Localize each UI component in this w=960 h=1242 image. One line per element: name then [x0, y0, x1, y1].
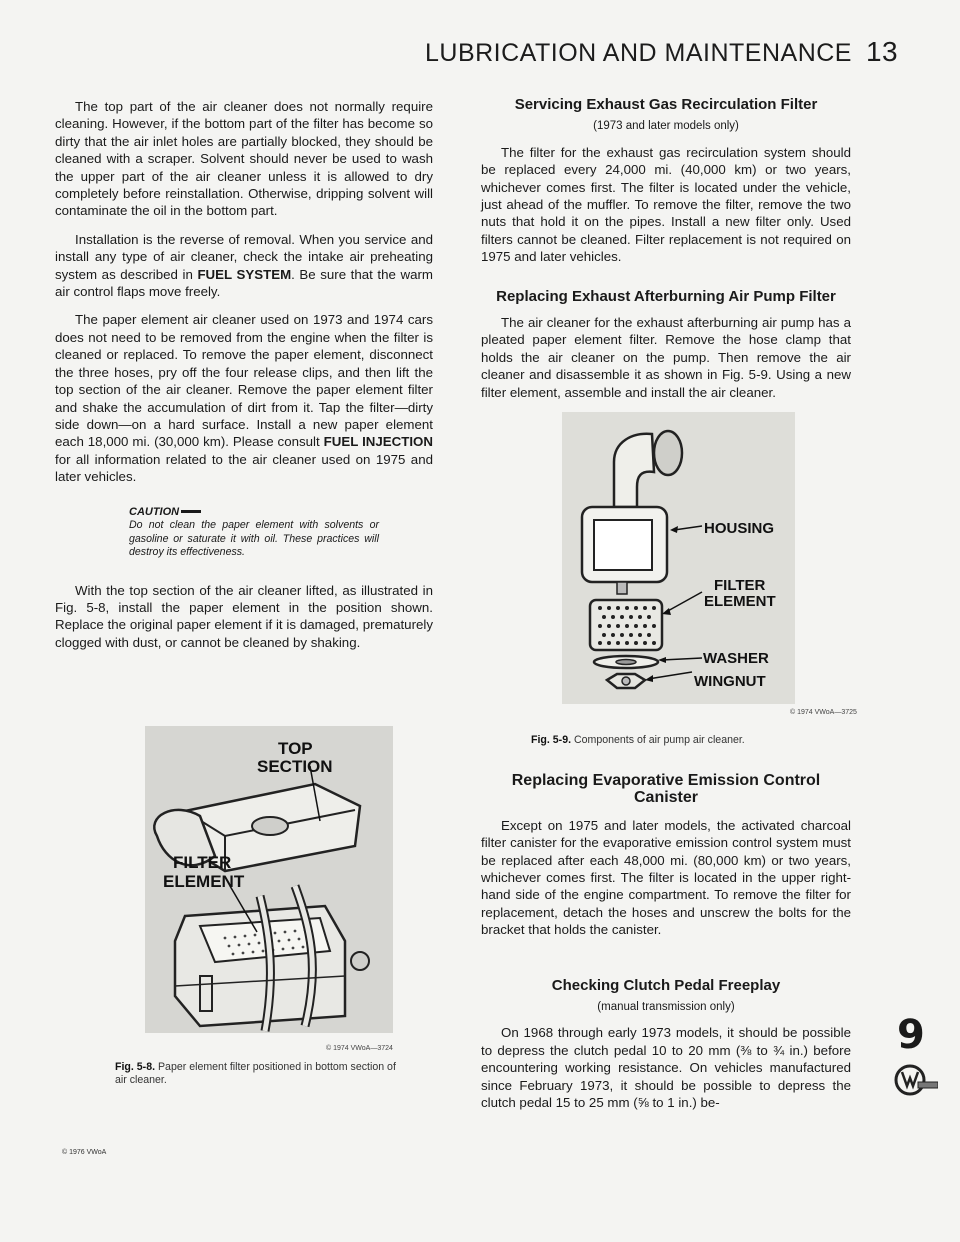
section-subheading: (manual transmission only): [597, 1001, 735, 1014]
fig9-caption: Fig. 5-9. Components of air pump air cleaner.: [531, 734, 745, 746]
paragraph: The filter for the exhaust gas recirculation system should be replaced every 24,000 mi. (40,000 km) or two years, whichever comes first. The filter is located under the vehicle, just ahead of the muffler. To remove the filter, remove the two nuts that hold it on the pipes. Install a new filter only. Used filters cannot be cleaned. Filter replacement is not required on 1975 and later vehicles.: [481, 144, 851, 265]
air-cleaner-drawing: [145, 726, 393, 1033]
paragraph: Installation is the reverse of removal. When you service and install any type of air cleaner, check the intake air preheating system as described in FUEL SYSTEM. Be sure that the warm air control flaps move freely.: [55, 231, 433, 300]
section-heading: Replacing Evaporative Emission Control Canister: [511, 772, 821, 807]
running-header: [425, 36, 899, 76]
right-column: [481, 96, 851, 412]
fig9-label-element: ELEMENT: [704, 593, 776, 610]
fig8-credit: © 1974 VWoA—3724: [326, 1045, 393, 1052]
vw-logo-icon: [894, 1062, 938, 1103]
header-title: LUBRICATION AND MAINTENANCE: [425, 39, 852, 67]
fig9-label-washer: WASHER: [703, 650, 769, 667]
fig9-credit: © 1974 VWoA—3725: [790, 709, 857, 716]
paragraph: With the top section of the air cleaner lifted, as illustrated in Fig. 5-8, install the paper element in the position shown. Replace the original paper element if it is damaged, prematurely clogged with dust, or cannot be cleaned by shaking.: [55, 582, 433, 650]
air-pump-cleaner-drawing: [562, 412, 795, 704]
fig9-label-wingnut: WINGNUT: [694, 673, 766, 690]
left-column: [55, 98, 433, 662]
paragraph: Except on 1975 and later models, the activated charcoal filter canister for the evaporative emission control system must be replaced after each 48,000 mi. (80,000 km) or two years, whichever comes first. The filter is located in the upper right-hand side of the engine compartment. To remove the filter for replacement, detach the hoses and unscrew the bolts for the bracket that holds the canister.: [481, 817, 851, 938]
fig8-label-top: TOP: [278, 739, 313, 758]
paragraph: The top part of the air cleaner does not normally require cleaning. However, if the bottom part of the filter has become so dirty that the air inlet holes are partially blocked, they should be cleaned with a scraper. Solvent should never be used to wash the upper part of the air cleaner unless it is allowed to dry completely before reinstallation. Otherwise, dripping solvent will contaminate the oil in the bottom part.: [55, 99, 433, 219]
figure-5-8-illustration: [145, 726, 393, 1033]
figure-5-9-illustration: [562, 412, 795, 704]
page-number: 13: [865, 36, 899, 67]
fig8-label-element: ELEMENT: [163, 872, 245, 891]
caution-note: [129, 506, 379, 560]
cross-reference: FUEL SYSTEM: [197, 266, 292, 282]
fig8-label-section: SECTION: [257, 757, 333, 776]
copyright-notice: © 1976 VWoA: [62, 1149, 107, 1156]
fig8-caption: Fig. 5-8. Paper element filter positioned in bottom section of air cleaner.: [115, 1061, 396, 1086]
section-heading: Replacing Exhaust Afterburning Air Pump Filter: [496, 287, 836, 305]
caution-title: CAUTION: [129, 506, 379, 520]
paragraph: The air cleaner for the exhaust afterburning air pump has a pleated paper element filter. Remove the hose clamp that holds the air cleaner on the pump. Then remove the air cleaner and disassemble it as shown in Fig. 5-9. Using a new filter element, assemble and install the air cleaner.: [481, 315, 851, 400]
fig9-label-filter: FILTER: [714, 577, 766, 594]
section-tab-number: 9: [897, 1012, 925, 1058]
paragraph: On 1968 through early 1973 models, it should be possible to depress the clutch pedal 10 to 20 mm (⅜ to ¾ in.) before encountering working resistance. On vehicles manufactured since February 1973, it should be possible to depress the clutch pedal 15 to 25 mm (⅝ to 1 in.) be-: [481, 1025, 851, 1111]
section-heading: Checking Clutch Pedal Freeplay: [551, 976, 781, 994]
paragraph: The paper element air cleaner used on 1973 and 1974 cars does not need to be removed from the engine when the filter is cleaned or replaced. To remove the paper element, disconnect the three hoses, pry off the four release clips, and then lift the top section of the air cleaner. Remove the paper element filter and shake the accumulation of dirt from it. Tap the filter—dirty side down—on a hard surface. Install a new paper element each 18,000 mi. (30,000 km). Please consult FUEL INJECTION for all information related to the air cleaner used on 1975 and later vehicles.: [55, 312, 433, 485]
cross-reference: FUEL INJECTION: [323, 434, 433, 450]
fig8-label-filter: FILTER: [173, 853, 232, 872]
caution-text: Do not clean the paper element with solvents or gasoline or saturate it with oil. These practices will destroy its effectiveness.: [129, 519, 379, 559]
fig9-label-housing: HOUSING: [704, 520, 775, 537]
right-column-lower: [481, 772, 851, 1123]
section-heading: Servicing Exhaust Gas Recirculation Filter: [514, 96, 818, 113]
section-subheading: (1973 and later models only): [593, 120, 739, 133]
